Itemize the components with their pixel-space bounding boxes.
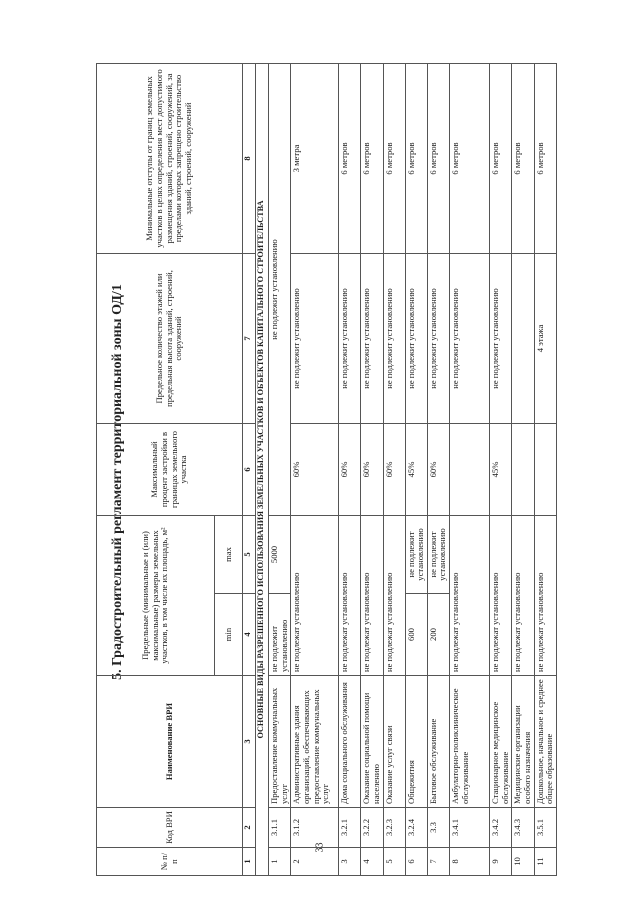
cell-floors: не подлежит установлению	[427, 254, 449, 424]
cell-num: 5	[383, 848, 405, 876]
cell-setback: 6 метров	[512, 64, 534, 254]
col-number: 4	[243, 594, 256, 676]
col-number: 5	[243, 516, 256, 594]
header-min: min	[215, 594, 243, 676]
table-row	[339, 64, 361, 876]
cell-max: 5000	[269, 516, 291, 594]
cell-percent	[450, 424, 490, 516]
cell-floors: не подлежит установлению	[450, 254, 490, 424]
cell-minmax: не подлежат установлению	[534, 516, 556, 676]
cell-percent: 60%	[361, 424, 383, 516]
col-number: 8	[243, 64, 256, 254]
header-floors: Предельное количество этажей или предельная высота зданий, строений, сооружений	[97, 254, 243, 424]
cell-minmax: не подлежат установлению	[490, 516, 512, 676]
cell-num: 7	[427, 848, 449, 876]
header-max: max	[215, 516, 243, 594]
cell-floors: 4 этажа	[534, 254, 556, 424]
cell-percent	[534, 424, 556, 516]
header-name: Наименование ВРИ	[97, 676, 243, 808]
header-code: Код ВРИ	[97, 808, 243, 848]
cell-num: 6	[405, 848, 427, 876]
cell-num: 9	[490, 848, 512, 876]
cell-name: Административные здания организаций, обеспечивающих предоставление коммунальных услуг	[291, 676, 339, 808]
header-area-group: Предельные (минимальные и (или) максимальные) размеры земельных участков, в том числе их площадь, м²	[97, 516, 215, 676]
cell-percent: 60%	[291, 424, 339, 516]
cell-percent: 60%	[339, 424, 361, 516]
col-number: 2	[243, 808, 256, 848]
cell-rest: не подлежит установлению	[269, 64, 291, 516]
cell-setback: 6 метров	[534, 64, 556, 254]
cell-percent: 45%	[490, 424, 512, 516]
header-num: № п/п	[97, 848, 243, 876]
cell-setback: 6 метров	[405, 64, 427, 254]
cell-setback: 6 метров	[450, 64, 490, 254]
cell-num: 8	[450, 848, 490, 876]
cell-percent: 60%	[427, 424, 449, 516]
cell-code: 3.2.3	[383, 808, 405, 848]
cell-minmax: не подлежат установлению	[361, 516, 383, 676]
cell-floors	[512, 254, 534, 424]
cell-num: 10	[512, 848, 534, 876]
cell-min: не подлежит установлению	[269, 594, 291, 676]
table-row	[361, 64, 383, 876]
cell-num: 11	[534, 848, 556, 876]
col-number: 6	[243, 424, 256, 516]
col-number: 7	[243, 254, 256, 424]
table-row	[534, 64, 556, 876]
cell-percent: 45%	[405, 424, 427, 516]
cell-code: 3.5.1	[534, 808, 556, 848]
cell-minmax: не подлежат установлению	[450, 516, 490, 676]
cell-name: Амбулаторно-поликлиническое обслуживание	[450, 676, 490, 808]
cell-minmax: не подлежат установлению	[339, 516, 361, 676]
document-title: 5. Градостроительный регламент территориальной зоны ОД/1	[110, 284, 125, 680]
cell-num: 4	[361, 848, 383, 876]
table-row	[490, 64, 512, 876]
cell-minmax: не подлежат установлению	[291, 516, 339, 676]
cell-code: 3.3	[427, 808, 449, 848]
cell-max: не подлежит установлению	[427, 516, 449, 594]
cell-num: 1	[269, 848, 291, 876]
cell-name: Стационарное медицинское обслуживание	[490, 676, 512, 808]
cell-code: 3.2.2	[361, 808, 383, 848]
cell-floors: не подлежит установлению	[291, 254, 339, 424]
cell-name: Предоставление коммунальных услуг	[269, 676, 291, 808]
cell-percent	[512, 424, 534, 516]
header-setback: Минимальные отступы от границ земельных участков в целях определения мест допустимого размещения зданий, строений, сооружений, за пределами которых запрещено строительство зданий, строений, сооружений	[97, 64, 243, 254]
cell-setback: 6 метров	[383, 64, 405, 254]
cell-name: Оказание услуг связи	[383, 676, 405, 808]
cell-setback: 3 метра	[291, 64, 339, 254]
cell-floors: не подлежит установлению	[490, 254, 512, 424]
cell-floors: не подлежит установлению	[405, 254, 427, 424]
cell-percent: 60%	[383, 424, 405, 516]
table-row	[450, 64, 490, 876]
cell-minmax: не подлежат установлению	[512, 516, 534, 676]
section-heading: ОСНОВНЫЕ ВИДЫ РАЗРЕШЕННОГО ИСПОЛЬЗОВАНИЯ ЗЕМЕЛЬНЫХ УЧАСТКОВ И ОБЪЕКТОВ КАПИТАЛЬНОГО СТРОИТЕЛЬСТВА	[256, 64, 269, 876]
table-row	[512, 64, 534, 876]
cell-name: Оказание социальной помощи населению	[361, 676, 383, 808]
cell-setback: 6 метров	[427, 64, 449, 254]
table-row	[427, 64, 449, 876]
cell-setback: 6 метров	[490, 64, 512, 254]
table-row	[269, 64, 291, 876]
cell-code: 3.4.2	[490, 808, 512, 848]
cell-max: не подлежит установлению	[405, 516, 427, 594]
cell-name: Общежития	[405, 676, 427, 808]
rotated-table-container	[96, 64, 615, 876]
cell-min: 600	[405, 594, 427, 676]
table-row	[383, 64, 405, 876]
cell-num: 2	[291, 848, 339, 876]
cell-code: 3.1.1	[269, 808, 291, 848]
cell-floors: не подлежит установлению	[383, 254, 405, 424]
cell-setback: 6 метров	[361, 64, 383, 254]
col-number: 3	[243, 676, 256, 808]
cell-num: 3	[339, 848, 361, 876]
table-row	[405, 64, 427, 876]
cell-setback: 6 метров	[339, 64, 361, 254]
cell-min: 200	[427, 594, 449, 676]
col-number: 1	[243, 848, 256, 876]
cell-minmax: не подлежат установлению	[383, 516, 405, 676]
page-number: 33	[314, 842, 326, 853]
cell-name: Дома социального обслуживания	[339, 676, 361, 808]
table-row	[291, 64, 339, 876]
cell-code: 3.1.2	[291, 808, 339, 848]
cell-name: Бытовое обслуживание	[427, 676, 449, 808]
cell-code: 3.4.3	[512, 808, 534, 848]
cell-code: 3.2.4	[405, 808, 427, 848]
cell-floors: не подлежит установлению	[361, 254, 383, 424]
cell-name: Дошкольное, начальное и среднее общее образование	[534, 676, 556, 808]
regulation-table	[96, 63, 557, 876]
cell-name: Медицинские организации особого назначения	[512, 676, 534, 808]
cell-code: 3.2.1	[339, 808, 361, 848]
cell-floors: не подлежит установлению	[339, 254, 361, 424]
header-percent: Максимальный процент застройки в границах земельного участка	[97, 424, 243, 516]
cell-code: 3.4.1	[450, 808, 490, 848]
